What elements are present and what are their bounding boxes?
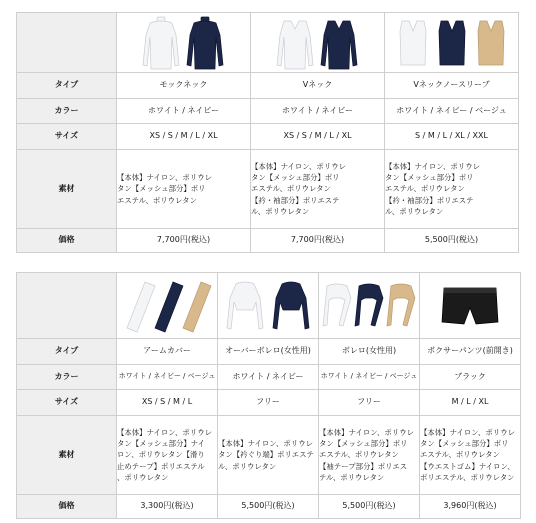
navy-bolero <box>355 284 383 326</box>
material-row <box>17 150 519 229</box>
white-mock-neck-shirt <box>143 17 179 69</box>
material-v-neck <box>251 150 385 229</box>
navy-sleeveless-shirt <box>439 21 465 65</box>
type-label: タイプ <box>17 73 117 99</box>
white-bolero <box>323 284 351 326</box>
beige-bolero <box>387 284 415 326</box>
navy-mock-neck-shirt <box>187 17 223 69</box>
material-line: ロン、ポリウレタン【滑り <box>117 450 205 460</box>
material-line: ル、ポリウレタン <box>385 206 444 216</box>
color-label: カラー <box>17 99 117 124</box>
type-row <box>17 73 519 99</box>
material-line: 【本体】ナイロン、ポリウレ <box>218 439 313 449</box>
size-bolero: フリー <box>319 390 420 416</box>
price-boxer-pants: 3,960円(税込) <box>420 495 521 519</box>
material-line: ル、ポリウレタン <box>218 461 277 471</box>
material-line: 【袖テープ部分】ポリエス <box>319 461 408 471</box>
black-boxer-pants <box>442 288 498 324</box>
size-over-bolero: フリー <box>218 390 319 416</box>
material-line: タン【メッシュ部分】ポリ <box>251 173 340 183</box>
price-label: 価格 <box>17 229 117 253</box>
type-mock-neck: モックネック <box>117 73 251 99</box>
material-line: エステル、ポリウレタン <box>251 184 331 194</box>
material-line: エステル、ポリウレタン <box>385 184 465 194</box>
material-mock-neck <box>117 150 251 229</box>
material-line: 【本体】ナイロン、ポリウレ <box>251 162 346 172</box>
product-image-bolero <box>319 273 420 339</box>
color-over-bolero: ホワイト / ネイビー <box>218 365 319 390</box>
color-bolero: ホワイト / ネイビー / ベージュ <box>319 365 420 390</box>
product-image-mock-neck <box>117 13 251 73</box>
color-v-neck-sleeveless: ホワイト / ネイビー / ベージュ <box>385 99 519 124</box>
color-row <box>17 365 521 390</box>
product-image-boxer-pants <box>420 273 521 339</box>
material-line: 【本体】ナイロン、ポリウレ <box>420 428 515 438</box>
material-line: 【本体】ナイロン、ポリウレ <box>385 162 480 172</box>
material-line: 、ポリウレタン <box>117 472 169 482</box>
material-boxer-pants <box>420 416 521 495</box>
spec-table-shirts <box>16 12 519 253</box>
material-line: 【本体】ナイロン、ポリウレ <box>117 428 212 438</box>
material-line: タン【メッシュ部分】ナイ <box>117 439 206 449</box>
arm-cover-image <box>121 276 213 336</box>
product-image-v-neck <box>251 13 385 73</box>
color-mock-neck: ホワイト / ネイビー <box>117 99 251 124</box>
type-v-neck-sleeveless: Vネックノースリーブ <box>385 73 519 99</box>
material-label: 素材 <box>17 150 117 229</box>
material-line: 止めテープ】ポリエステル <box>117 461 205 471</box>
size-row <box>17 390 521 416</box>
image-row-label <box>17 13 117 73</box>
v-neck-sleeveless-image <box>392 15 512 71</box>
size-v-neck-sleeveless: S / M / L / XL / XXL <box>385 124 519 150</box>
product-image-v-neck-sleeveless <box>385 13 519 73</box>
spec-table-accessories <box>16 272 521 519</box>
mock-neck-shirts-image <box>136 15 232 71</box>
price-bolero: 5,500円(税込) <box>319 495 420 519</box>
material-line: ポリエステル、ポリウレタン <box>420 472 515 482</box>
size-label: サイズ <box>17 390 117 416</box>
boxer-pants-image <box>430 276 510 336</box>
material-line: タン【衿ぐり端】ポリエステ <box>218 450 314 460</box>
material-line: 【衿・袖部分】ポリエステ <box>251 195 340 205</box>
size-boxer-pants: M / L / XL <box>420 390 521 416</box>
price-row <box>17 495 521 519</box>
type-over-bolero: オーバーボレロ(女性用) <box>218 339 319 365</box>
material-line: 【ウエストゴム】ナイロン、 <box>420 461 515 471</box>
white-over-bolero <box>227 282 263 329</box>
material-line: エステル、ポリウレタン <box>420 450 500 460</box>
material-line: 【本体】ナイロン、ポリウレ <box>319 428 414 438</box>
price-label: 価格 <box>17 495 117 519</box>
type-arm-cover: アームカバー <box>117 339 218 365</box>
white-v-neck-shirt <box>277 21 313 69</box>
product-image-arm-cover <box>117 273 218 339</box>
size-row <box>17 124 519 150</box>
size-mock-neck: XS / S / M / L / XL <box>117 124 251 150</box>
image-row <box>17 273 521 339</box>
price-row <box>17 229 519 253</box>
material-row <box>17 416 521 495</box>
price-mock-neck: 7,700円(税込) <box>117 229 251 253</box>
navy-v-neck-shirt <box>321 21 357 69</box>
size-v-neck: XS / S / M / L / XL <box>251 124 385 150</box>
over-bolero-image <box>222 276 314 336</box>
white-arm-cover <box>127 282 155 332</box>
v-neck-shirts-image <box>270 15 366 71</box>
type-v-neck: Vネック <box>251 73 385 99</box>
material-v-neck-sleeveless <box>385 150 519 229</box>
material-line: 【本体】ナイロン、ポリウレ <box>117 173 212 183</box>
type-row <box>17 339 521 365</box>
color-v-neck: ホワイト / ネイビー <box>251 99 385 124</box>
price-v-neck: 7,700円(税込) <box>251 229 385 253</box>
material-line: ル、ポリウレタン <box>251 206 310 216</box>
image-row-label <box>17 273 117 339</box>
image-row <box>17 13 519 73</box>
material-bolero <box>319 416 420 495</box>
navy-arm-cover <box>155 282 183 332</box>
bolero-image <box>321 276 417 336</box>
material-line: エステル、ポリウレタン <box>117 195 197 205</box>
price-v-neck-sleeveless: 5,500円(税込) <box>385 229 519 253</box>
type-boxer-pants: ボクサーパンツ(前開き) <box>420 339 521 365</box>
material-arm-cover <box>117 416 218 495</box>
material-over-bolero <box>218 416 319 495</box>
price-arm-cover: 3,300円(税込) <box>117 495 218 519</box>
product-image-over-bolero <box>218 273 319 339</box>
waistband <box>444 288 496 293</box>
material-line: タン【メッシュ部分】ポリ <box>385 173 474 183</box>
navy-over-bolero <box>273 282 309 329</box>
beige-arm-cover <box>183 282 211 332</box>
beige-sleeveless-shirt <box>478 21 504 65</box>
material-label: 素材 <box>17 416 117 495</box>
material-line: テル、ポリウレタン <box>319 472 385 482</box>
color-arm-cover: ホワイト / ネイビー / ベージュ <box>117 365 218 390</box>
material-line: 【衿・袖部分】ポリエステ <box>385 195 474 205</box>
color-row <box>17 99 519 124</box>
color-label: カラー <box>17 365 117 390</box>
type-label: タイプ <box>17 339 117 365</box>
white-sleeveless-shirt <box>400 21 426 65</box>
price-over-bolero: 5,500円(税込) <box>218 495 319 519</box>
size-label: サイズ <box>17 124 117 150</box>
color-boxer-pants: ブラック <box>420 365 521 390</box>
type-bolero: ボレロ(女性用) <box>319 339 420 365</box>
material-line: タン【メッシュ部分】ポリ <box>420 439 509 449</box>
material-line: タン【メッシュ部分】ポリ <box>117 184 206 194</box>
material-line: タン【メッシュ部分】ポリ <box>319 439 408 449</box>
size-arm-cover: XS / S / M / L <box>117 390 218 416</box>
material-line: エステル、ポリウレタン <box>319 450 399 460</box>
